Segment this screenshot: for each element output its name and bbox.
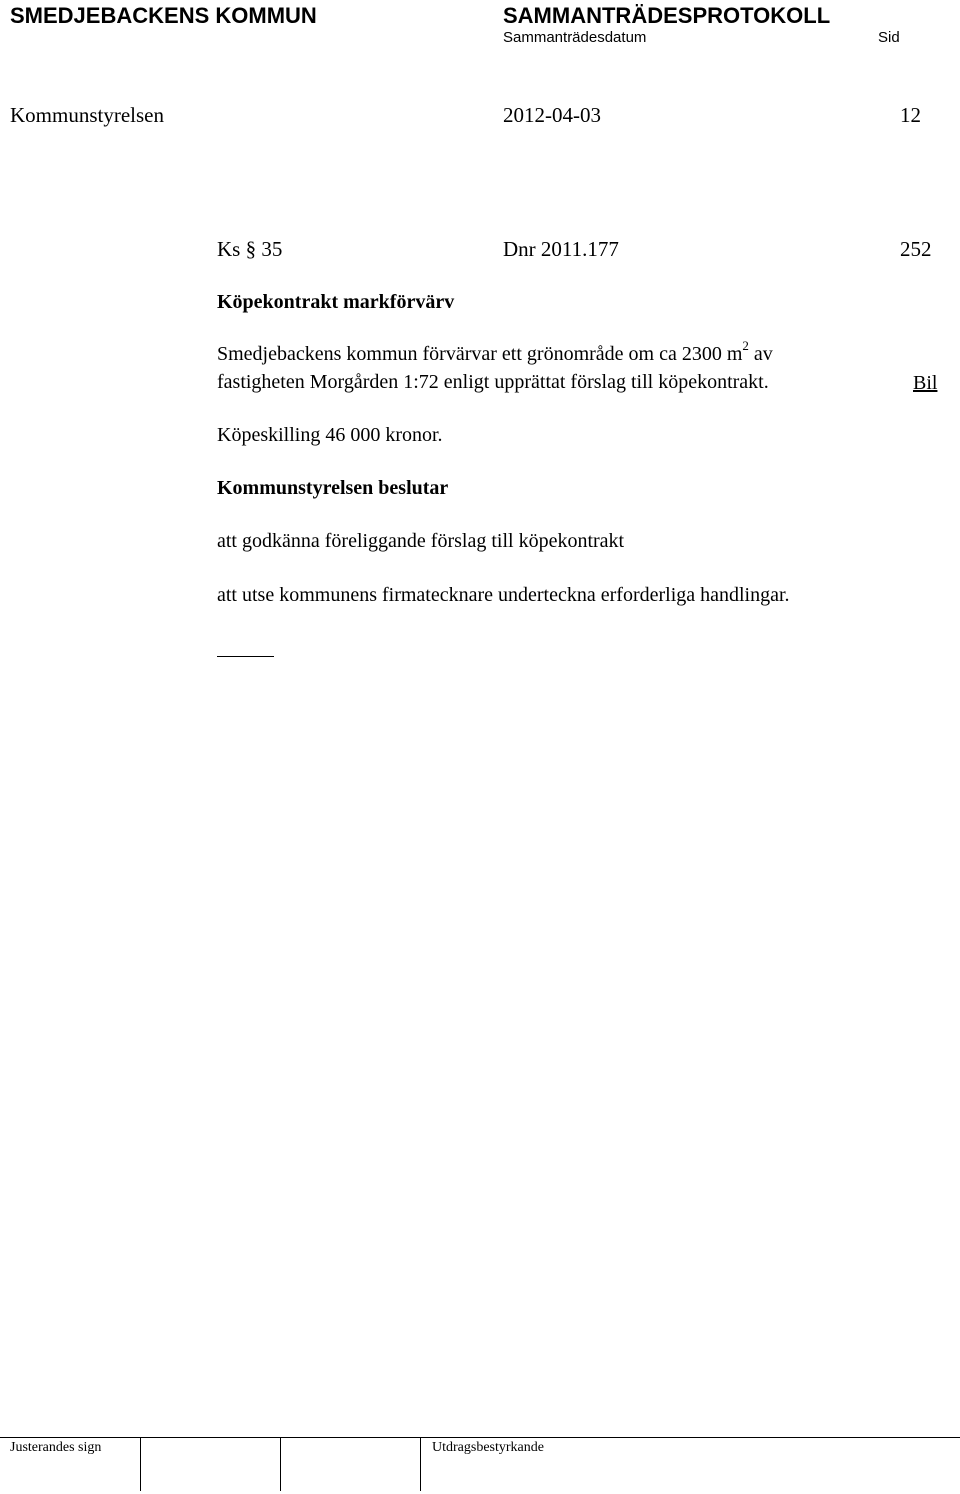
case-number: 252 (900, 237, 932, 261)
municipality-name: SMEDJEBACKENS KOMMUN (10, 3, 317, 28)
decision-item-2: att utse kommunens firmatecknare underteckna erforderliga handlingar. (217, 584, 790, 606)
decision-heading: Kommunstyrelsen beslutar (217, 477, 449, 499)
superscript: 2 (742, 338, 749, 354)
extract-certification-label: Utdragsbestyrkande (432, 1440, 544, 1455)
purchase-price: Köpeskilling 46 000 kronor. (217, 424, 443, 446)
footer-cell-divider-3 (420, 1437, 421, 1491)
description-line-1 (217, 338, 773, 366)
document-type: SAMMANTRÄDESPROTOKOLL (503, 3, 831, 28)
signature-label: Justerandes sign (10, 1440, 102, 1455)
footer-cell-divider-2 (280, 1437, 281, 1491)
meeting-date-label: Sammanträdesdatum (503, 29, 647, 46)
footer-cell-divider-1 (140, 1437, 141, 1491)
decision-item-1: att godkänna föreliggande förslag till köpekontrakt (217, 530, 625, 552)
footer-divider (0, 1437, 960, 1438)
description-text-end: av (748, 343, 773, 365)
section-end-rule (217, 656, 274, 657)
page-number: 12 (900, 103, 921, 127)
diary-number: Dnr 2011.177 (503, 237, 619, 261)
page-label: Sid (878, 29, 900, 46)
attachment-link[interactable]: Bil (913, 372, 938, 394)
case-title: Köpekontrakt markförvärv (217, 291, 455, 313)
paragraph-number: Ks § 35 (217, 237, 283, 261)
description-line-2: fastigheten Morgården 1:72 enligt upprättat förslag till köpekontrakt. (217, 371, 769, 393)
meeting-date: 2012-04-03 (503, 103, 601, 127)
description-text: Smedjebackens kommun förvärvar ett grönområde om ca 2300 m (217, 343, 743, 365)
committee-name: Kommunstyrelsen (10, 103, 164, 127)
